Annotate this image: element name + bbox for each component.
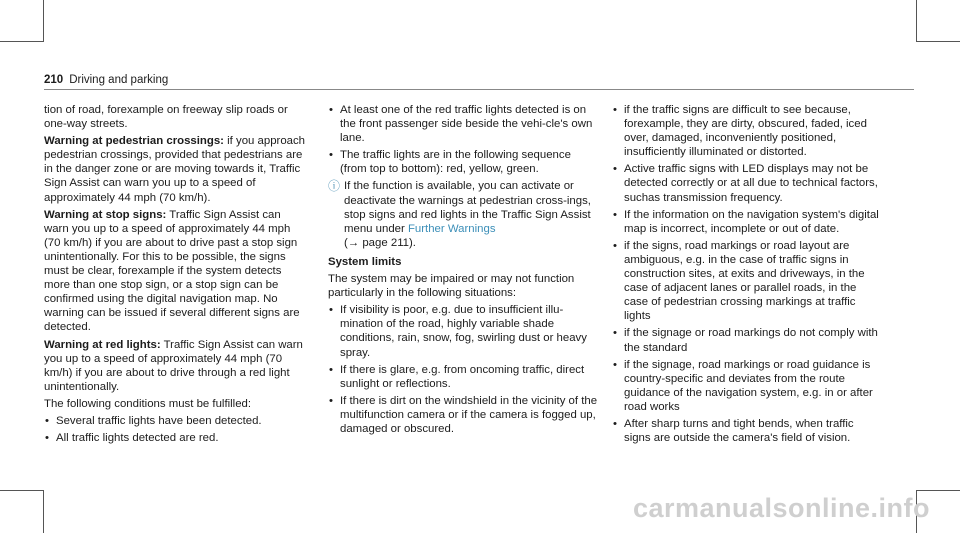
header-rule [44, 89, 914, 90]
list-item: • All traffic lights detected are red. [45, 432, 219, 445]
list-item: • if the signs, road markings or road layout are ambiguous, e.g. in the case of traffic signs in construction sites, at exits and driveways, in the case of adjacent lanes or parallel roads, in the case of pedestrian crossing markings at traffic lights [613, 239, 865, 323]
list-item: • if the signage, road markings or road guidance is country-specific and deviates from the route guidance of the navigation system, e.g. in or after road works [613, 358, 873, 413]
list-item: • if the traffic signs are difficult to see because, forexample, they are dirty, obscured, faded, iced over, damaged, inconveniently positioned, insufficiently illuminated or distorted. [613, 104, 867, 159]
bullet-icon: • [329, 304, 333, 317]
column-middle [328, 103, 598, 439]
bullet-icon: • [613, 208, 617, 221]
crop-mark [43, 0, 44, 42]
info-icon: ⓘ [328, 179, 341, 194]
bullet-icon: • [329, 149, 333, 162]
bullet-icon: • [329, 394, 333, 407]
limits-intro: The system may be impaired or may not function particularly in the following situations: [328, 273, 575, 300]
list-item: • Several traffic lights have been detected. [45, 414, 262, 427]
list-item: • If visibility is poor, e.g. due to insufficient illu-mination of the road, highly variable shade conditions, rain, snow, fog, swirling dust or heavy spray. [329, 304, 587, 359]
bullet-icon: • [613, 239, 617, 252]
bullet-icon: • [613, 417, 617, 430]
conditions-intro: The following conditions must be fulfilled: [44, 397, 252, 410]
list-item: • The traffic lights are in the following sequence (from top to bottom): red, yellow, green. [329, 149, 571, 176]
page-reference[interactable]: (→ page 211). [344, 236, 416, 249]
bullet-icon: • [613, 327, 617, 340]
crop-mark [43, 490, 44, 533]
bullet-icon: • [329, 363, 333, 376]
bullet-icon: • [613, 104, 617, 116]
watermark: carmanualsonline.info [632, 493, 930, 523]
bullet-icon: • [45, 414, 49, 427]
red-text: Traffic Sign Assist can warn you up to a speed of approximately 44 mph (70 km/h) if you are about to drive through a red light unintentionally. [44, 338, 303, 393]
conditions-list [44, 414, 306, 445]
stop-text: Traffic Sign Assist can warn you up to a speed of approximately 44 mph (70 km/h) if you are about to drive past a stop sign unintentionally. For this to be possible, the signs must be clear, forexample if the system detects more than one stop sign, or a stop sign can be confirmed using the digital navigation map. No warning can be issued if several different signs are detected. [44, 208, 300, 334]
pedestrian-heading: Warning at pedestrian crossings: [44, 135, 224, 148]
list-item: • At least one of the red traffic lights detected is on the front passenger side beside the vehi-cle's own lane. [329, 104, 593, 145]
crop-mark [0, 490, 43, 491]
limits-list-continued [612, 103, 882, 445]
further-warnings-link[interactable]: Further Warnings [407, 222, 496, 235]
column-left [44, 103, 306, 448]
intro-paragraph: tion of road, forexample on freeway slip roads or one-way streets. [44, 104, 288, 131]
stop-heading: Warning at stop signs: [44, 208, 167, 221]
crop-mark [917, 490, 960, 491]
bullet-icon: • [45, 432, 49, 445]
info-note [328, 179, 598, 249]
pedestrian-text: if you approach pedestrian crossings, provided that pedestrians are in the danger zone or are moving towards it, Traffic Sign Assist can warn you up to a speed of approximately 44 mph (70 km/h). [44, 135, 306, 204]
list-item: • Active traffic signs with LED displays may not be detected correctly or at all due to technical factors, suchas transmission frequency. [613, 163, 878, 204]
list-item: • If the information on the navigation system's digital map is incorrect, incomplete or out of date. [613, 208, 879, 235]
section-title: Driving and parking [69, 74, 169, 86]
bullet-icon: • [613, 358, 617, 371]
stop-paragraph [44, 208, 306, 335]
red-heading: Warning at red lights: [44, 338, 161, 351]
list-item: • if the signage or road markings do not comply with the standard [613, 327, 878, 354]
page-header [44, 74, 168, 86]
crop-mark [0, 41, 43, 42]
bullet-icon: • [613, 163, 617, 176]
red-paragraph [44, 338, 306, 394]
limits-list [328, 303, 598, 436]
column-right [612, 103, 882, 448]
list-item: • If there is glare, e.g. from oncoming traffic, direct sunlight or reflections. [329, 363, 585, 390]
pedestrian-paragraph [44, 134, 306, 204]
note-text: If the function is available, you can activate or deactivate the warnings at pedestrian cross-ings, stop signs and red lights in the Traffic Sign Assist menu under [344, 180, 591, 235]
page-number: 210 [44, 74, 64, 86]
list-item: • If there is dirt on the windshield in the vicinity of the multifunction camera or if the camera is fogged up, damaged or obscured. [329, 394, 598, 435]
crop-mark [917, 41, 960, 42]
system-limits-heading: System limits [328, 255, 402, 268]
bullet-icon: • [329, 104, 333, 116]
crop-mark [916, 0, 917, 42]
list-item: • After sharp turns and tight bends, when traffic signs are outside the camera's field of vision. [613, 417, 854, 445]
conditions-list-continued [328, 103, 598, 176]
